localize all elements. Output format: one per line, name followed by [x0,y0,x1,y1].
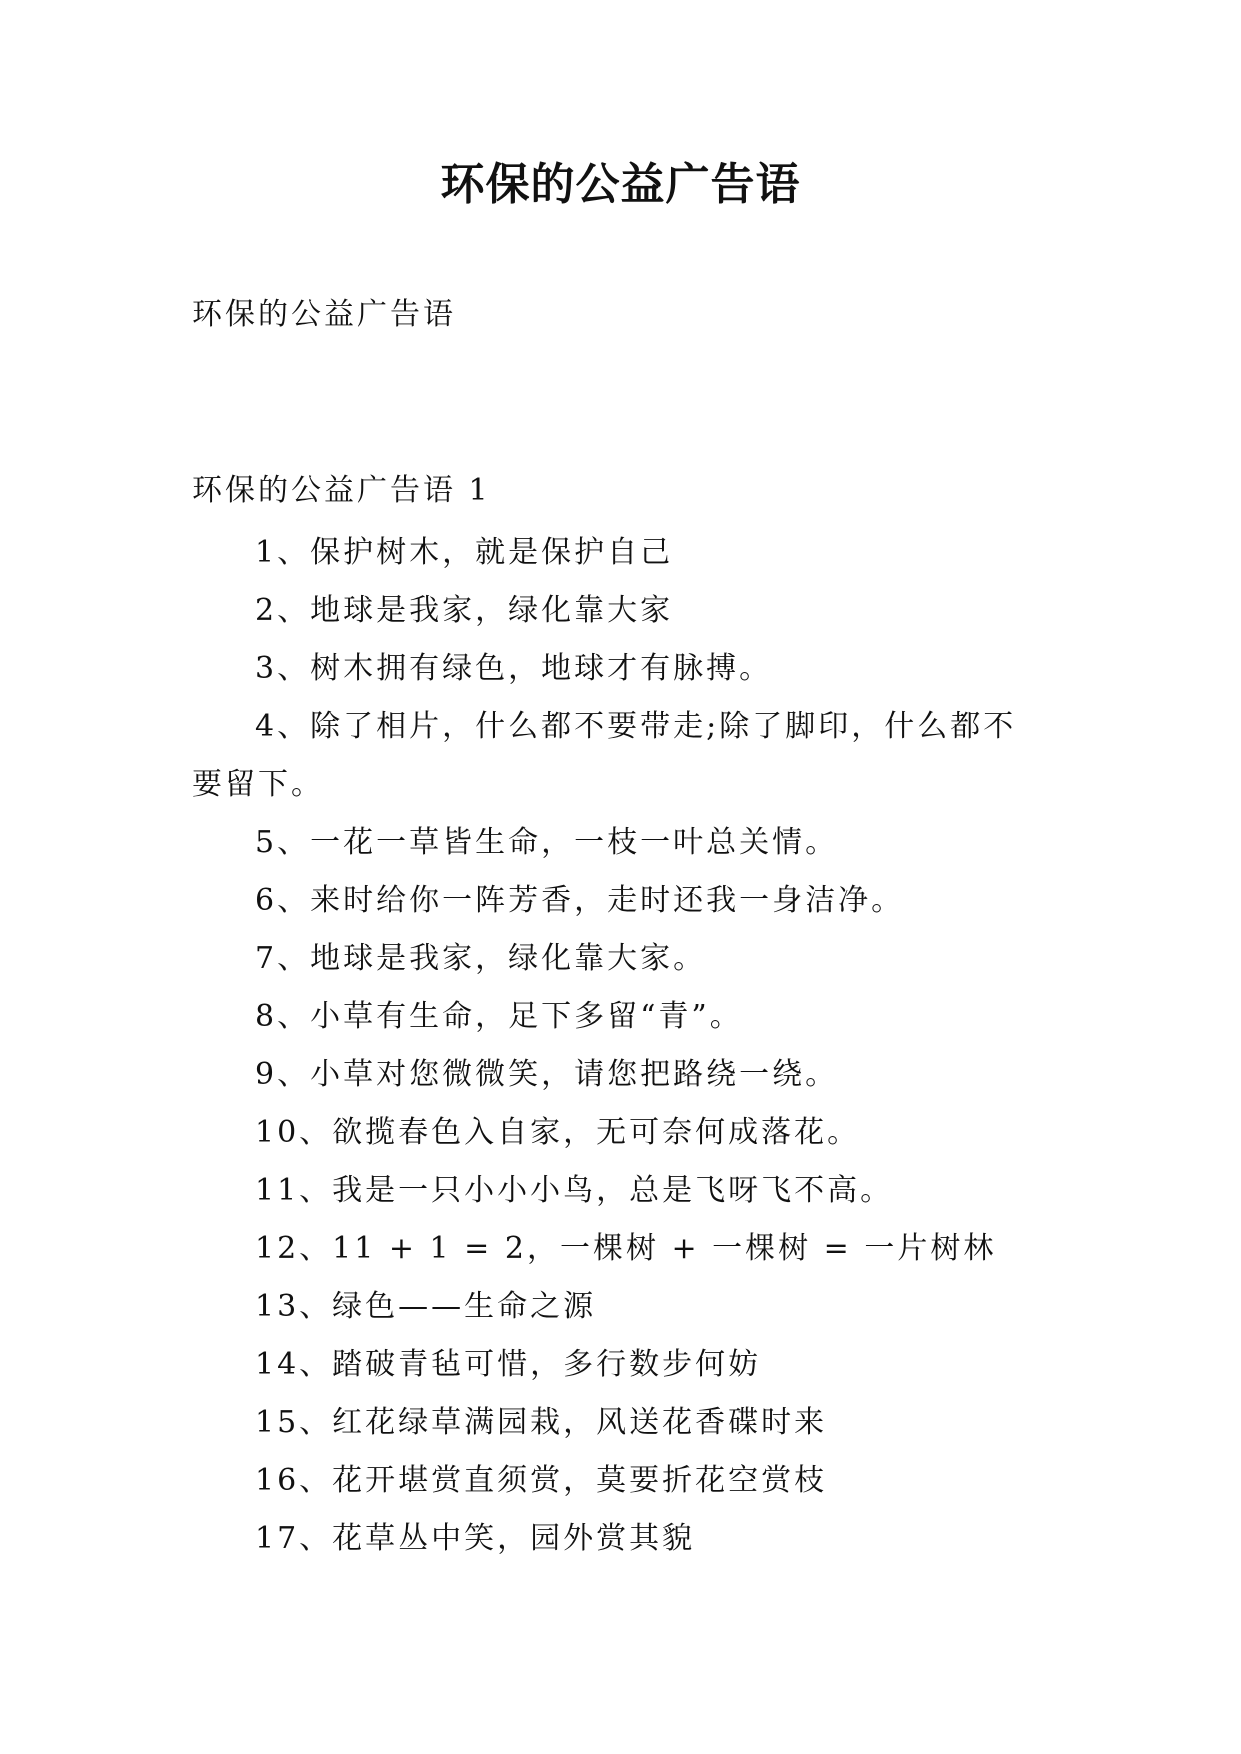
slogan-item: 13、绿色——生命之源 [255,1289,597,1324]
section-heading: 环保的公益广告语 1 [192,473,491,508]
slogan-item: 5、一花一草皆生命，一枝一叶总关情。 [255,825,839,860]
slogan-item: 2、地球是我家，绿化靠大家 [255,593,674,628]
slogan-item: 3、树木拥有绿色，地球才有脉搏。 [255,651,773,686]
slogan-item: 8、小草有生命，足下多留“青”。 [255,999,743,1034]
slogan-item: 4、除了相片，什么都不要带走;除了脚印，什么都不要留下。 [192,709,1017,802]
slogan-item: 10、欲揽春色入自家，无可奈何成落花。 [255,1115,861,1150]
slogan-item: 14、踏破青毡可惜，多行数步何妨 [255,1347,762,1382]
slogan-item: 15、红花绿草满园栽，风送花香碟时来 [255,1405,828,1440]
slogan-item: 7、地球是我家，绿化靠大家。 [255,941,707,976]
slogan-item: 12、11 + 1 = 2，一棵树 + 一棵树 = 一片树林 [255,1231,997,1266]
slogan-item: 9、小草对您微微笑，请您把路绕一绕。 [255,1057,839,1092]
document-subtitle: 环保的公益广告语 [192,297,456,332]
slogan-item: 1、保护树木，就是保护自己 [255,535,674,570]
slogan-item: 16、花开堪赏直须赏，莫要折花空赏枝 [255,1463,828,1498]
document-title: 环保的公益广告语 [440,159,801,210]
slogan-item: 17、花草丛中笑，园外赏其貌 [255,1521,696,1556]
slogan-item: 6、来时给你一阵芳香，走时还我一身洁净。 [255,883,905,918]
slogan-item: 11、我是一只小小小鸟，总是飞呀飞不高。 [255,1173,894,1208]
slogan-list [192,524,1048,1568]
